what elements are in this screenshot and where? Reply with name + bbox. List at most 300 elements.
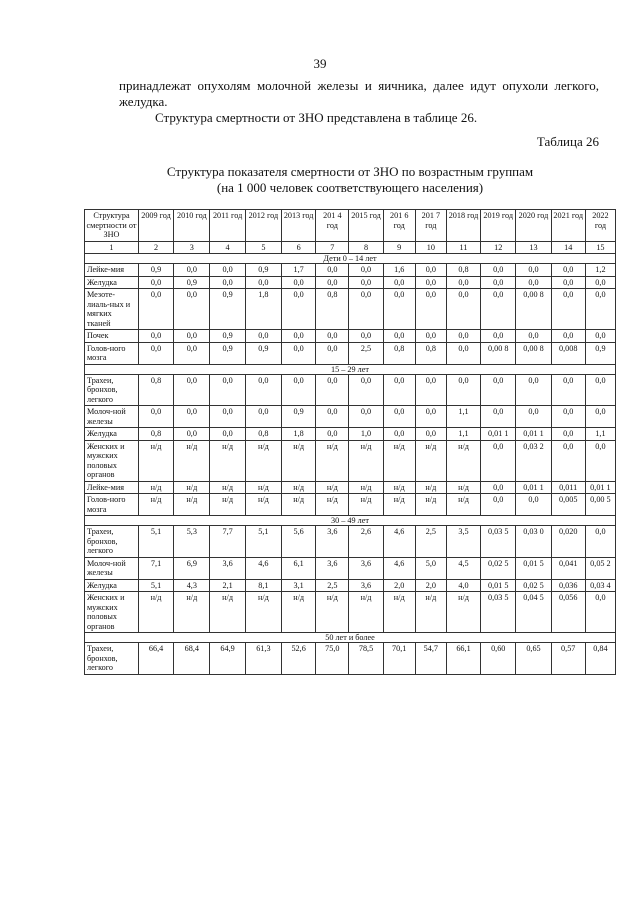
mortality-value-cell: 0,60 <box>481 643 516 675</box>
mortality-value-cell: 0,0 <box>316 406 349 428</box>
mortality-value-cell: 0,0 <box>138 330 173 343</box>
mortality-value-cell: н/д <box>245 592 281 633</box>
mortality-value-cell: н/д <box>446 494 480 516</box>
mortality-value-cell: 0,0 <box>282 342 316 364</box>
mortality-value-cell: 0,0 <box>481 406 516 428</box>
row-label-cancer-site: Желудка <box>85 428 139 441</box>
mortality-value-cell: 0,9 <box>174 276 210 289</box>
mortality-value-cell: 0,0 <box>138 406 173 428</box>
mortality-value-cell: 0,0 <box>383 374 415 406</box>
mortality-value-cell: н/д <box>349 494 383 516</box>
mortality-value-cell: 2,5 <box>316 579 349 592</box>
mortality-value-cell: 78,5 <box>349 643 383 675</box>
mortality-value-cell: 0,0 <box>446 289 480 330</box>
table-row <box>85 264 616 277</box>
mortality-value-cell: 0,0 <box>245 276 281 289</box>
column-number: 9 <box>383 241 415 254</box>
column-number-row <box>85 241 616 254</box>
mortality-value-cell: 0,00 5 <box>585 494 615 516</box>
table-row <box>85 428 616 441</box>
mortality-value-cell: 0,0 <box>481 276 516 289</box>
mortality-value-cell: н/д <box>446 440 480 481</box>
row-label-cancer-site: Молоч-ной железы <box>85 406 139 428</box>
row-label-cancer-site: Почек <box>85 330 139 343</box>
mortality-value-cell: н/д <box>138 592 173 633</box>
mortality-value-cell: 0,01 1 <box>516 428 551 441</box>
mortality-value-cell: 5,6 <box>282 526 316 558</box>
mortality-value-cell: 2,5 <box>415 526 446 558</box>
mortality-value-cell: н/д <box>282 592 316 633</box>
mortality-value-cell: 0,0 <box>551 428 585 441</box>
mortality-value-cell: 0,8 <box>316 289 349 330</box>
mortality-value-cell: 0,0 <box>349 330 383 343</box>
mortality-value-cell: 0,0 <box>316 342 349 364</box>
mortality-value-cell: 0,0 <box>316 330 349 343</box>
mortality-value-cell: 68,4 <box>174 643 210 675</box>
column-number: 14 <box>551 241 585 254</box>
mortality-value-cell: 5,1 <box>138 579 173 592</box>
mortality-value-cell: 0,03 4 <box>585 579 615 592</box>
mortality-value-cell: 0,0 <box>415 428 446 441</box>
mortality-value-cell: н/д <box>245 481 281 494</box>
column-header-year: 2019 год <box>481 210 516 242</box>
mortality-value-cell: 2,1 <box>210 579 245 592</box>
mortality-value-cell: 0,8 <box>138 374 173 406</box>
mortality-value-cell: 0,9 <box>245 264 281 277</box>
mortality-value-cell: 4,6 <box>245 557 281 579</box>
column-header-year: 2021 год <box>551 210 585 242</box>
mortality-value-cell: 0,0 <box>349 276 383 289</box>
mortality-value-cell: 2,5 <box>349 342 383 364</box>
row-label-cancer-site: Женских и мужских половых органов <box>85 592 139 633</box>
mortality-value-cell: 1,7 <box>282 264 316 277</box>
row-label-cancer-site: Трахеи, бронхов, легкого <box>85 374 139 406</box>
mortality-value-cell: 0,0 <box>516 330 551 343</box>
mortality-value-cell: 0,0 <box>174 406 210 428</box>
column-number: 8 <box>349 241 383 254</box>
mortality-value-cell: 0,0 <box>383 276 415 289</box>
mortality-value-cell: 0,0 <box>174 342 210 364</box>
row-label-cancer-site: Лейке-мия <box>85 264 139 277</box>
age-group-title: Дети 0 – 14 лет <box>85 254 616 264</box>
column-header-year: 2022 год <box>585 210 615 242</box>
mortality-structure-table <box>84 209 616 675</box>
mortality-value-cell: 0,0 <box>551 374 585 406</box>
table-row <box>85 289 616 330</box>
mortality-value-cell: 0,0 <box>316 276 349 289</box>
mortality-value-cell: н/д <box>174 494 210 516</box>
column-number: 6 <box>282 241 316 254</box>
row-label-cancer-site: Голов-ного мозга <box>85 342 139 364</box>
mortality-value-cell: 54,7 <box>415 643 446 675</box>
column-header-category: Структура смертности от ЗНО <box>85 210 139 242</box>
mortality-value-cell: 0,0 <box>415 330 446 343</box>
mortality-value-cell: н/д <box>415 494 446 516</box>
body-paragraph-table-reference: Структура смертности от ЗНО представлена в таблице 26. <box>155 110 478 125</box>
column-number: 5 <box>245 241 281 254</box>
mortality-value-cell: 0,8 <box>245 428 281 441</box>
mortality-value-cell: 0,0 <box>245 406 281 428</box>
body-paragraph: принадлежат опухолям молочной железы и яичника, далее идут опухоли легкого, желудка. <box>119 78 599 109</box>
row-label-cancer-site: Лейке-мия <box>85 481 139 494</box>
mortality-value-cell: н/д <box>316 481 349 494</box>
mortality-value-cell: 0,0 <box>516 406 551 428</box>
mortality-value-cell: н/д <box>383 440 415 481</box>
mortality-value-cell: 0,0 <box>415 289 446 330</box>
mortality-value-cell: 0,0 <box>585 289 615 330</box>
mortality-value-cell: 0,0 <box>446 276 480 289</box>
mortality-value-cell: 0,84 <box>585 643 615 675</box>
mortality-value-cell: 0,0 <box>210 428 245 441</box>
mortality-value-cell: н/д <box>174 440 210 481</box>
mortality-value-cell: 0,8 <box>446 264 480 277</box>
mortality-value-cell: 0,0 <box>481 330 516 343</box>
column-number: 15 <box>585 241 615 254</box>
mortality-value-cell: 0,056 <box>551 592 585 633</box>
table-header-row <box>85 210 616 242</box>
mortality-value-cell: 0,0 <box>383 289 415 330</box>
mortality-value-cell: 0,0 <box>210 264 245 277</box>
mortality-value-cell: 0,9 <box>585 342 615 364</box>
table-title-line-2: (на 1 000 человек соответствующего населения) <box>216 180 484 195</box>
mortality-value-cell: 3,6 <box>316 526 349 558</box>
table-row <box>85 276 616 289</box>
row-label-cancer-site: Желудка <box>85 579 139 592</box>
table-title <box>100 164 600 196</box>
mortality-value-cell: н/д <box>349 481 383 494</box>
column-header-year: 2020 год <box>516 210 551 242</box>
column-header-year: 2018 год <box>446 210 480 242</box>
mortality-value-cell: 0,0 <box>585 406 615 428</box>
mortality-value-cell: 0,0 <box>210 406 245 428</box>
mortality-value-cell: 5,1 <box>245 526 281 558</box>
row-label-cancer-site: Трахеи, бронхов, легкого <box>85 643 139 675</box>
mortality-value-cell: 6,9 <box>174 557 210 579</box>
mortality-value-cell: 70,1 <box>383 643 415 675</box>
mortality-value-cell: 3,6 <box>349 579 383 592</box>
table-body <box>85 241 616 674</box>
mortality-value-cell: 0,03 5 <box>481 592 516 633</box>
mortality-value-cell: 61,3 <box>245 643 281 675</box>
mortality-value-cell: н/д <box>210 592 245 633</box>
column-header-year: 2010 год <box>174 210 210 242</box>
column-number: 4 <box>210 241 245 254</box>
table-row <box>85 481 616 494</box>
mortality-value-cell: 0,0 <box>551 264 585 277</box>
table-row <box>85 592 616 633</box>
mortality-value-cell: 0,0 <box>349 406 383 428</box>
mortality-value-cell: 0,03 2 <box>516 440 551 481</box>
mortality-value-cell: 0,0 <box>585 330 615 343</box>
mortality-value-cell: н/д <box>138 481 173 494</box>
mortality-value-cell: 0,0 <box>245 374 281 406</box>
mortality-value-cell: 0,0 <box>585 440 615 481</box>
age-group-title: 50 лет и более <box>85 633 616 643</box>
column-number: 11 <box>446 241 480 254</box>
mortality-value-cell: 0,005 <box>551 494 585 516</box>
mortality-value-cell: 0,9 <box>210 342 245 364</box>
mortality-value-cell: н/д <box>282 494 316 516</box>
mortality-value-cell: 0,0 <box>481 440 516 481</box>
mortality-value-cell: 0,05 2 <box>585 557 615 579</box>
mortality-value-cell: 4,5 <box>446 557 480 579</box>
row-label-cancer-site: Женских и мужских половых органов <box>85 440 139 481</box>
mortality-value-cell: 1,1 <box>585 428 615 441</box>
mortality-value-cell: 0,0 <box>316 374 349 406</box>
mortality-value-cell: 0,0 <box>383 406 415 428</box>
mortality-value-cell: 0,0 <box>174 374 210 406</box>
mortality-value-cell: 0,0 <box>316 428 349 441</box>
mortality-value-cell: 0,01 1 <box>516 481 551 494</box>
mortality-value-cell: 0,0 <box>585 374 615 406</box>
mortality-value-cell: 0,0 <box>210 374 245 406</box>
mortality-value-cell: 0,0 <box>446 374 480 406</box>
mortality-value-cell: 4,0 <box>446 579 480 592</box>
mortality-value-cell: н/д <box>138 494 173 516</box>
mortality-value-cell: н/д <box>383 592 415 633</box>
column-number: 10 <box>415 241 446 254</box>
mortality-value-cell: н/д <box>415 592 446 633</box>
table-row <box>85 557 616 579</box>
mortality-value-cell: 0,0 <box>516 494 551 516</box>
mortality-value-cell: 0,0 <box>446 330 480 343</box>
mortality-value-cell: 0,0 <box>282 276 316 289</box>
column-number: 12 <box>481 241 516 254</box>
page-number: 39 <box>313 56 327 71</box>
mortality-value-cell: 66,1 <box>446 643 480 675</box>
mortality-value-cell: 0,8 <box>415 342 446 364</box>
table-title-line-1: Структура показателя смертности от ЗНО по возрастным группам <box>166 164 534 179</box>
mortality-value-cell: 0,0 <box>383 330 415 343</box>
mortality-value-cell: 0,0 <box>551 406 585 428</box>
mortality-value-cell: н/д <box>174 481 210 494</box>
mortality-value-cell: 1,1 <box>446 406 480 428</box>
column-header-year: 2011 год <box>210 210 245 242</box>
mortality-value-cell: 2,0 <box>383 579 415 592</box>
row-label-cancer-site: Голов-ного мозга <box>85 494 139 516</box>
age-group-row <box>85 364 616 374</box>
table-header <box>85 210 616 242</box>
mortality-value-cell: н/д <box>210 494 245 516</box>
mortality-value-cell: 5,3 <box>174 526 210 558</box>
column-header-year: 201 6 год <box>383 210 415 242</box>
mortality-value-cell: 0,0 <box>516 374 551 406</box>
mortality-value-cell: 0,04 5 <box>516 592 551 633</box>
mortality-value-cell: 0,01 1 <box>585 481 615 494</box>
column-header-year: 201 4 год <box>316 210 349 242</box>
column-number: 3 <box>174 241 210 254</box>
mortality-value-cell: 0,9 <box>210 289 245 330</box>
mortality-value-cell: 0,011 <box>551 481 585 494</box>
mortality-value-cell: н/д <box>349 440 383 481</box>
mortality-value-cell: 0,0 <box>174 264 210 277</box>
age-group-title: 30 – 49 лет <box>85 516 616 526</box>
column-header-year: 2013 год <box>282 210 316 242</box>
mortality-value-cell: 0,0 <box>174 289 210 330</box>
mortality-value-cell: 0,0 <box>415 406 446 428</box>
column-header-year: 2009 год <box>138 210 173 242</box>
age-group-title: 15 – 29 лет <box>85 364 616 374</box>
row-label-cancer-site: Молоч-ной железы <box>85 557 139 579</box>
column-header-year: 2015 год <box>349 210 383 242</box>
mortality-value-cell: 0,0 <box>138 342 173 364</box>
mortality-value-cell: 0,0 <box>516 264 551 277</box>
mortality-value-cell: н/д <box>282 440 316 481</box>
mortality-value-cell: 0,0 <box>138 289 173 330</box>
mortality-value-cell: 0,01 5 <box>481 579 516 592</box>
mortality-value-cell: 0,0 <box>316 264 349 277</box>
mortality-value-cell: 0,8 <box>138 428 173 441</box>
mortality-value-cell: 0,0 <box>551 276 585 289</box>
mortality-value-cell: н/д <box>316 440 349 481</box>
column-number: 2 <box>138 241 173 254</box>
mortality-value-cell: 1,8 <box>245 289 281 330</box>
mortality-value-cell: 0,01 1 <box>481 428 516 441</box>
mortality-value-cell: 3,6 <box>210 557 245 579</box>
mortality-value-cell: 1,1 <box>446 428 480 441</box>
mortality-value-cell: 0,0 <box>551 330 585 343</box>
mortality-value-cell: 52,6 <box>282 643 316 675</box>
mortality-value-cell: 64,9 <box>210 643 245 675</box>
mortality-value-cell: 0,0 <box>551 289 585 330</box>
mortality-value-cell: 0,0 <box>516 276 551 289</box>
mortality-value-cell: 0,03 5 <box>481 526 516 558</box>
mortality-value-cell: 0,0 <box>349 264 383 277</box>
mortality-value-cell: 0,0 <box>415 264 446 277</box>
table-row <box>85 440 616 481</box>
mortality-value-cell: н/д <box>415 481 446 494</box>
mortality-value-cell: 0,0 <box>282 374 316 406</box>
mortality-value-cell: 1,2 <box>585 264 615 277</box>
mortality-value-cell: 0,0 <box>585 526 615 558</box>
mortality-value-cell: 3,1 <box>282 579 316 592</box>
mortality-value-cell: н/д <box>383 481 415 494</box>
row-label-cancer-site: Желудка <box>85 276 139 289</box>
mortality-value-cell: 1,8 <box>282 428 316 441</box>
mortality-value-cell: 0,0 <box>446 342 480 364</box>
mortality-value-cell: 0,0 <box>585 276 615 289</box>
mortality-value-cell: н/д <box>316 592 349 633</box>
age-group-row <box>85 254 616 264</box>
mortality-value-cell: 0,02 5 <box>481 557 516 579</box>
mortality-value-cell: 0,0 <box>481 494 516 516</box>
mortality-value-cell: 3,5 <box>446 526 480 558</box>
mortality-value-cell: 4,6 <box>383 557 415 579</box>
mortality-value-cell: н/д <box>349 592 383 633</box>
table-row <box>85 406 616 428</box>
mortality-value-cell: 0,041 <box>551 557 585 579</box>
mortality-value-cell: 0,57 <box>551 643 585 675</box>
mortality-value-cell: 3,6 <box>349 557 383 579</box>
mortality-value-cell: 0,0 <box>174 428 210 441</box>
mortality-value-cell: 5,1 <box>138 526 173 558</box>
mortality-value-cell: 0,00 8 <box>516 342 551 364</box>
row-label-cancer-site: Мезоте-лиаль-ных и мягких тканей <box>85 289 139 330</box>
age-group-row <box>85 516 616 526</box>
table-row <box>85 643 616 675</box>
mortality-value-cell: 0,9 <box>282 406 316 428</box>
mortality-value-cell: 0,02 5 <box>516 579 551 592</box>
mortality-value-cell: н/д <box>446 592 480 633</box>
table-row <box>85 342 616 364</box>
mortality-value-cell: н/д <box>245 494 281 516</box>
mortality-value-cell: 0,0 <box>481 481 516 494</box>
table-row <box>85 374 616 406</box>
mortality-value-cell: 0,0 <box>415 276 446 289</box>
mortality-value-cell: н/д <box>138 440 173 481</box>
mortality-value-cell: 1,0 <box>349 428 383 441</box>
mortality-value-cell: 0,0 <box>551 440 585 481</box>
mortality-value-cell: 0,03 0 <box>516 526 551 558</box>
mortality-value-cell: 0,0 <box>349 289 383 330</box>
mortality-value-cell: 8,1 <box>245 579 281 592</box>
row-label-cancer-site: Трахеи, бронхов, легкого <box>85 526 139 558</box>
table-row <box>85 526 616 558</box>
mortality-value-cell: 0,9 <box>210 330 245 343</box>
mortality-value-cell: 0,036 <box>551 579 585 592</box>
mortality-value-cell: 0,0 <box>481 289 516 330</box>
mortality-value-cell: 3,6 <box>316 557 349 579</box>
mortality-value-cell: н/д <box>316 494 349 516</box>
mortality-value-cell: н/д <box>282 481 316 494</box>
mortality-value-cell: 0,0 <box>282 289 316 330</box>
mortality-value-cell: 0,0 <box>415 374 446 406</box>
mortality-value-cell: 0,008 <box>551 342 585 364</box>
mortality-value-cell: 1,6 <box>383 264 415 277</box>
mortality-value-cell: 0,0 <box>585 592 615 633</box>
column-number: 7 <box>316 241 349 254</box>
mortality-value-cell: 0,01 5 <box>516 557 551 579</box>
mortality-value-cell: 7,7 <box>210 526 245 558</box>
table-row <box>85 494 616 516</box>
mortality-value-cell: 66,4 <box>138 643 173 675</box>
mortality-value-cell: 0,00 8 <box>481 342 516 364</box>
age-group-row <box>85 633 616 643</box>
mortality-value-cell: н/д <box>415 440 446 481</box>
mortality-value-cell: 4,3 <box>174 579 210 592</box>
table-label: Таблица 26 <box>536 134 599 149</box>
mortality-value-cell: н/д <box>210 440 245 481</box>
mortality-value-cell: 0,020 <box>551 526 585 558</box>
mortality-value-cell: 0,0 <box>282 330 316 343</box>
mortality-value-cell: 7,1 <box>138 557 173 579</box>
mortality-value-cell: н/д <box>446 481 480 494</box>
mortality-value-cell: 0,9 <box>138 264 173 277</box>
mortality-value-cell: 0,9 <box>245 342 281 364</box>
mortality-value-cell: 0,00 8 <box>516 289 551 330</box>
column-number: 1 <box>85 241 139 254</box>
mortality-value-cell: н/д <box>210 481 245 494</box>
mortality-value-cell: 5,0 <box>415 557 446 579</box>
mortality-value-cell: н/д <box>245 440 281 481</box>
table-row <box>85 330 616 343</box>
mortality-value-cell: 0,0 <box>383 428 415 441</box>
mortality-value-cell: 0,65 <box>516 643 551 675</box>
mortality-value-cell: 0,0 <box>245 330 281 343</box>
mortality-value-cell: 0,0 <box>174 330 210 343</box>
mortality-value-cell: 2,6 <box>349 526 383 558</box>
table-row <box>85 579 616 592</box>
mortality-value-cell: н/д <box>383 494 415 516</box>
mortality-value-cell: 4,6 <box>383 526 415 558</box>
mortality-value-cell: 2,0 <box>415 579 446 592</box>
mortality-value-cell: 0,0 <box>349 374 383 406</box>
mortality-value-cell: 6,1 <box>282 557 316 579</box>
mortality-value-cell: н/д <box>174 592 210 633</box>
mortality-value-cell: 0,0 <box>138 276 173 289</box>
mortality-value-cell: 0,0 <box>481 374 516 406</box>
column-header-year: 2012 год <box>245 210 281 242</box>
